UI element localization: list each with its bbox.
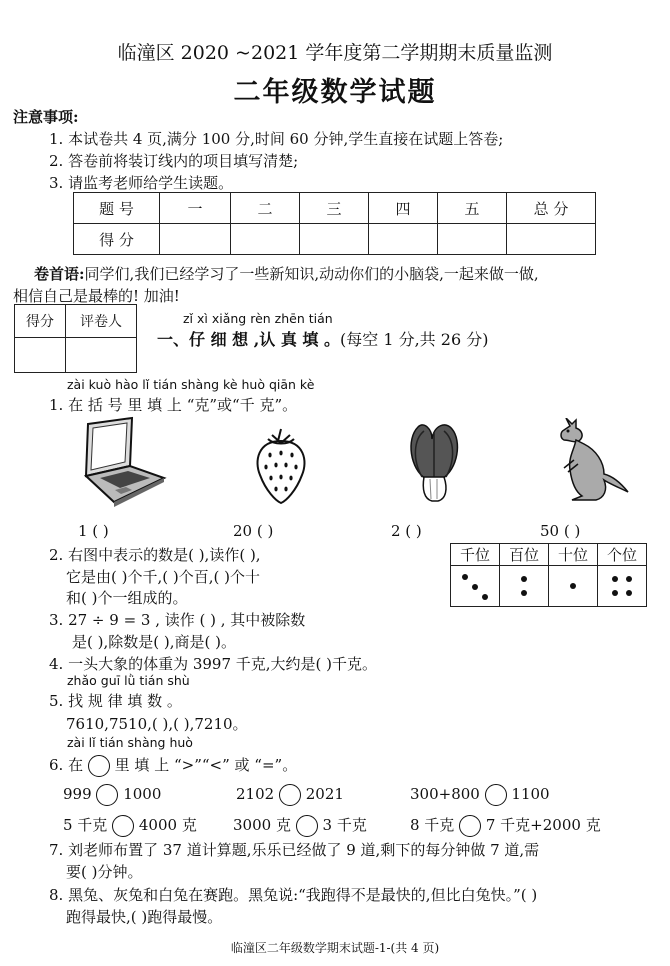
- q6-compare-5: 3000 克 3 千克: [233, 814, 367, 837]
- score-header-cell: 二: [231, 193, 300, 224]
- grader-score-label: 得分: [15, 305, 66, 338]
- compare-circle[interactable]: [279, 784, 301, 806]
- note-item-1: 1. 本试卷共 4 页,满分 100 分,时间 60 分钟,学生直接在试题上答卷;: [49, 130, 504, 148]
- q6-compare-4: 5 千克 4000 克: [63, 814, 197, 837]
- place-header-ones: 个位: [598, 544, 647, 566]
- grader-box: [14, 304, 137, 373]
- q5-text: 5. 找 规 律 填 数 。: [49, 692, 182, 710]
- q5-pinyin: zhǎo guī lǜ tián shù: [67, 673, 190, 688]
- kangaroo-icon: [552, 418, 632, 504]
- section1-points: (每空 1 分,共 26 分): [340, 330, 489, 349]
- q2-line-3: 和( )个一组成的。: [66, 589, 188, 607]
- cabbage-icon: [404, 419, 464, 505]
- q1-blank-laptop[interactable]: 1 ( ): [78, 522, 109, 540]
- q6-pinyin: zài lǐ tián shàng huò: [67, 735, 193, 750]
- note-item-3: 3. 请监考老师给学生读题。: [49, 174, 234, 192]
- q6-compare-6: 8 千克 7 千克+2000 克: [410, 814, 601, 837]
- intro-label: 卷首语:: [34, 265, 85, 283]
- score-cell[interactable]: [231, 224, 300, 255]
- score-cell[interactable]: [369, 224, 438, 255]
- q2-line-2: 它是由( )个千,( )个百,( )个十: [66, 568, 260, 586]
- score-cell[interactable]: [300, 224, 369, 255]
- q6-text-b: 里 填 上 “>”“<” 或 “=”。: [114, 756, 298, 774]
- q1-pinyin: zài kuò hào lǐ tián shàng kè huò qiān kè: [67, 377, 315, 392]
- grader-name-cell[interactable]: [66, 338, 137, 373]
- q1-blank-kangaroo[interactable]: 50 ( ): [540, 522, 581, 540]
- score-cell[interactable]: [507, 224, 596, 255]
- score-row-label: 得 分: [74, 224, 160, 255]
- section1-title: 一、仔 细 想 ,认 真 填 。: [157, 330, 340, 349]
- score-header-cell: 三: [300, 193, 369, 224]
- compare-circle[interactable]: [485, 784, 507, 806]
- page-footer: 临潼区二年级数学期末试题-1-(共 4 页): [230, 941, 440, 955]
- circle-icon: [88, 755, 110, 777]
- q6-text-a: 6. 在: [49, 756, 84, 774]
- q1-blank-cabbage[interactable]: 2 ( ): [391, 522, 422, 540]
- q1-text: 1. 在 括 号 里 填 上 “克”或“千 克”。: [49, 396, 298, 414]
- intro-line-1: [34, 263, 539, 284]
- score-cell[interactable]: [160, 224, 231, 255]
- q6-compare-1: 999 1000: [63, 784, 161, 806]
- q7-line-1: 7. 刘老师布置了 37 道计算题,乐乐已经做了 9 道,剩下的每分钟做 7 道,需: [49, 841, 540, 859]
- q2-line-1: 2. 右图中表示的数是( ),读作( ),: [49, 546, 261, 564]
- score-header-cell: 四: [369, 193, 438, 224]
- place-beads-ones: [598, 566, 647, 607]
- compare-circle[interactable]: [112, 815, 134, 837]
- q5-sequence: 7610,7510,( ),( ),7210。: [66, 715, 248, 733]
- q6-compare-2: 2102 2021: [236, 784, 344, 806]
- q1-blank-strawberry[interactable]: 20 ( ): [233, 522, 274, 540]
- score-table: [73, 192, 596, 255]
- q6-text: [49, 754, 297, 777]
- intro-line-2: 相信自己是最棒的! 加油!: [13, 287, 180, 305]
- q6-compare-3: 300+800 1100: [410, 784, 550, 806]
- place-beads-thousands: [451, 566, 500, 607]
- q4-text: 4. 一头大象的体重为 3997 千克,大约是( )千克。: [49, 655, 378, 673]
- score-header-cell: 总 分: [507, 193, 596, 224]
- place-beads-hundreds: [500, 566, 549, 607]
- intro-text: 同学们,我们已经学习了一些新知识,动动你们的小脑袋,一起来做一做,: [84, 265, 539, 283]
- compare-circle[interactable]: [96, 784, 118, 806]
- score-header-cell: 五: [438, 193, 507, 224]
- q7-line-2: 要( )分钟。: [66, 863, 143, 881]
- place-header-hundreds: 百位: [500, 544, 549, 566]
- notes-heading: 注意事项:: [13, 108, 79, 126]
- grader-score-cell[interactable]: [15, 338, 66, 373]
- score-header-cell: 题 号: [74, 193, 160, 224]
- compare-circle[interactable]: [459, 815, 481, 837]
- score-cell[interactable]: [438, 224, 507, 255]
- place-value-chart: [450, 543, 647, 607]
- grader-name-label: 评卷人: [66, 305, 137, 338]
- place-header-tens: 十位: [549, 544, 598, 566]
- place-beads-tens: [549, 566, 598, 607]
- compare-circle[interactable]: [296, 815, 318, 837]
- section1-pinyin: zǐ xì xiǎng rèn zhēn tián: [183, 311, 333, 326]
- note-item-2: 2. 答卷前将装订线内的项目填写清楚;: [49, 152, 299, 170]
- strawberry-icon: [250, 423, 312, 505]
- subject-title: 二年级数学试题: [233, 77, 437, 108]
- q3-line-1: 3. 27 ÷ 9 = 3 , 读作 ( ) , 其中被除数: [49, 611, 306, 629]
- q8-line-1: 8. 黑兔、灰兔和白兔在赛跑。黑兔说:“我跑得不是最快的,但比白兔快。”( ): [49, 886, 538, 904]
- section1-heading: [157, 327, 488, 350]
- q8-line-2: 跑得最快,( )跑得最慢。: [66, 908, 223, 926]
- place-header-thousands: 千位: [451, 544, 500, 566]
- score-header-cell: 一: [160, 193, 231, 224]
- exam-title: 临潼区 2020 ~2021 学年度第二学期期末质量监测: [117, 42, 553, 64]
- q3-line-2: 是( ),除数是( ),商是( )。: [72, 633, 236, 651]
- laptop-icon: [80, 416, 170, 508]
